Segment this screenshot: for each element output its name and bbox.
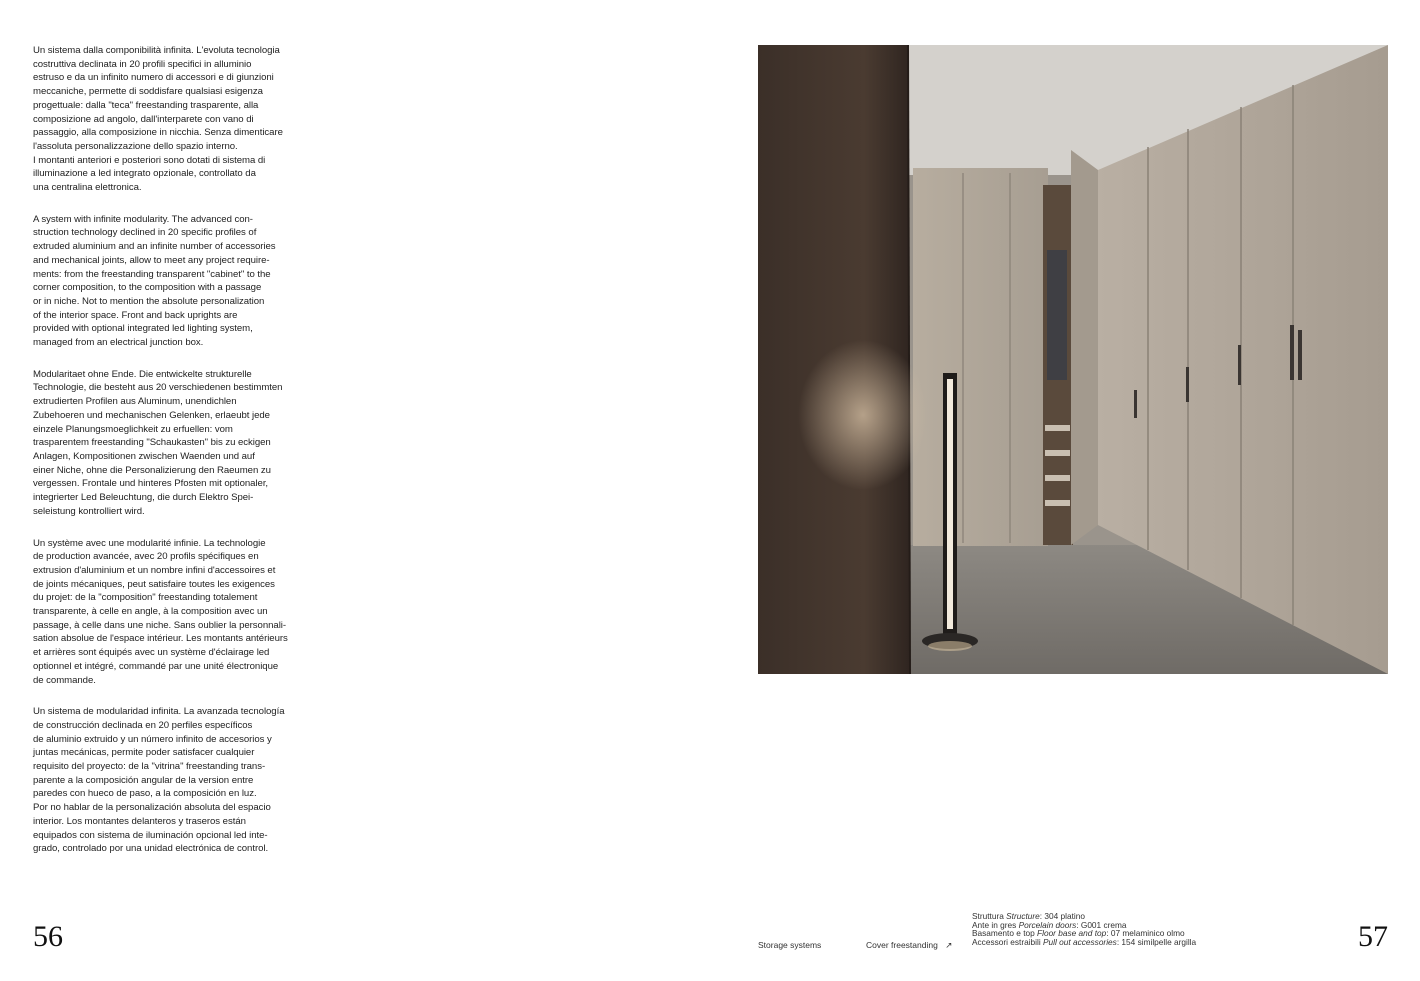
page-number-right: 57 xyxy=(1358,920,1388,953)
spec-line: Struttura Structure: 304 platino xyxy=(972,911,1086,921)
paragraph-french: Un système avec une modularité infinie. La technologie de production avancée, avec 20 profils spécifiques en extrusion d'aluminium et un nombre infini d'accessoires et de joints mécaniques, peut satisfaire toutes les exigences du projet: de la "composition" freestanding totalement transparente, à celle en angle, à la composition avec un passage, à celle dans une niche. Sans oublier la personnali- sation absolue de l'espace intérieur. Les montants antérieurs et arrières sont équipés avec un système d'éclairage led optionnel et intégré, commandé par une unité électronique de commande. xyxy=(33,537,288,686)
spec-line: Accessori estraibili Pull out accessories: 154 similpelle argilla xyxy=(972,936,1197,947)
product-label: Cover freestanding xyxy=(866,940,938,950)
product-link[interactable] xyxy=(866,940,952,951)
finish-specs xyxy=(972,912,1196,946)
paragraph-german: Modularitaet ohne Ende. Die entwickelte strukturelle Technologie, die besteht aus 20 verschiedenen bestimmten extrudierten Profilen aus Aluminum, unendichlen Zubehoeren und mechanischen Gelenken, erlaeubt jede einzele Planungsmoeglichkeit zu erfuellen: vom trasparentem freestanding "Schaukasten" bis zu eckigen Anlagen, Kompositionen zwischen Waenden und auf einer Niche, ohne die Personalizierung den Raeumen zu vergessen. Frontale und hinteres Pfosten mit optionaler, integrierter Led Beleuchtung, die durch Elektro Spei- seleistung kontrolliert wird. xyxy=(33,368,283,517)
page-number-left: 56 xyxy=(33,920,63,953)
section-label: Storage systems xyxy=(758,940,822,950)
arrow-up-right-icon: ↗ xyxy=(945,940,953,950)
spec-line: Ante in gres Porcelain doors: G001 crema xyxy=(972,919,1127,930)
body-text-column xyxy=(33,44,291,874)
wardrobe-photo xyxy=(758,45,1388,674)
paragraph-italian: Un sistema dalla componibilità infinita. L'evoluta tecnologia costruttiva declinata in 20 profili specifici in alluminio estruso e da un infinito numero di accessori e di giunzioni meccaniche, permette di soddisfare qualsiasi esigenza progettuale: dalla "teca" freestanding trasparente, alla composizione ad angolo, dall'interparete con vano di passaggio, alla composizione in nicchia. Senza dimenticare l'assoluta personalizzazione dello spazio interno. I montanti anteriori e posteriori sono dotati di sistema di illuminazione a led integrato opzionale, controllato da una centralina elettronica. xyxy=(33,45,283,194)
spec-line: Basamento e top Floor base and top: 07 melaminico olmo xyxy=(972,928,1185,939)
paragraph-spanish: Un sistema de modularidad infinita. La avanzada tecnología de construcción declinada en 20 perfiles específicos de aluminio extruido y un número infinito de accesorios y juntas mecánicas, permite poder satisfacer cualquier requisito del proyecto: de la "vitrina" freestanding trans- parente a la composición angular de la version entre paredes con hueco de paso, a la composición en luz. Por no hablar de la personalización absoluta del espacio interior. Los montantes delanteros y traseros están equipados con sistema de iluminación opcional led inte- grado, controlado por una unidad electrónica de control. xyxy=(33,706,285,855)
paragraph-english: A system with infinite modularity. The advanced con- struction technology declined in 20 specific profiles of extruded aluminium and an infinite number of accessories and mechanical joints, allow to meet any project require- ments: from the freestanding transparent "cabinet" to the corner composition, to the composition with a passage or in niche. Not to mention the absolute personalization of the interior space. Front and back uprights are provided with optional integrated led lighting system, managed from an electrical junction box. xyxy=(33,213,276,349)
